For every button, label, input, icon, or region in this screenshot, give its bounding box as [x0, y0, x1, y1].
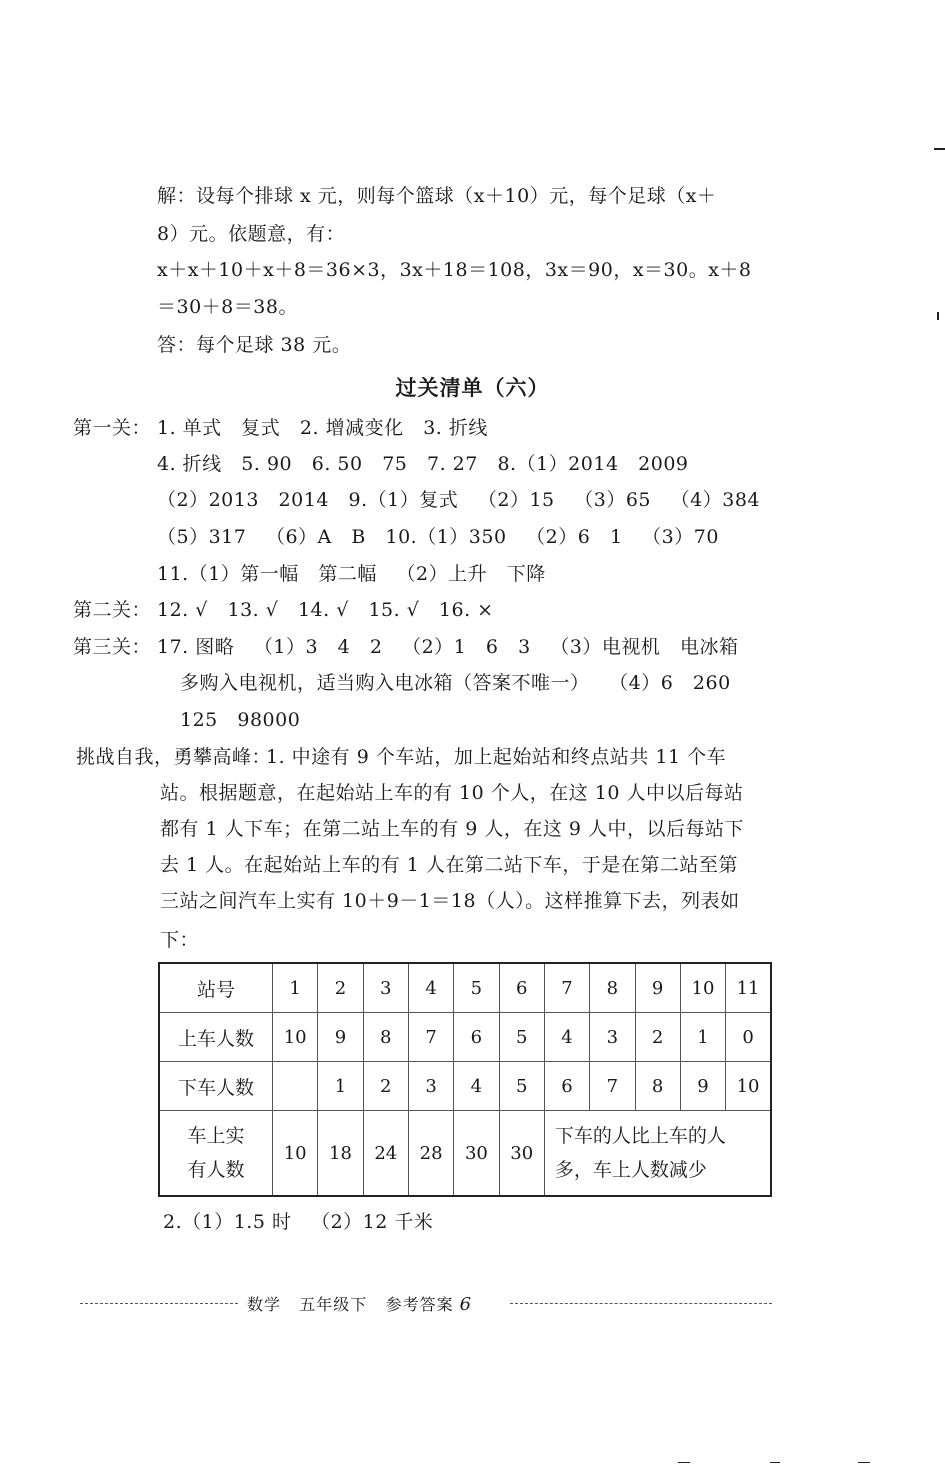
solution-line-3: x＋x＋10＋x＋8＝36×3，3x＋18＝108，3x＝90，x＝30。x＋8: [157, 259, 752, 281]
challenge-line: 1. 中途有 9 个车站，加上起始站和终点站共 11 个车: [266, 746, 727, 768]
board-cell: 1: [680, 1013, 725, 1062]
board-cell: 3: [590, 1013, 635, 1062]
alight-cell: 5: [499, 1062, 544, 1111]
alight-cell: 1: [318, 1062, 363, 1111]
onboard-header: [159, 1111, 273, 1197]
board-cell: 8: [363, 1013, 408, 1062]
alight-cell: 6: [544, 1062, 589, 1111]
challenge-label: 挑战自我，勇攀高峰：: [76, 746, 272, 768]
station-cell: 5: [454, 963, 499, 1013]
station-cell: 6: [499, 963, 544, 1013]
table-row: [159, 1062, 771, 1111]
scan-edge-mark: [678, 1462, 690, 1463]
board-header: 上车人数: [159, 1013, 273, 1062]
footer-label: 参考答案: [385, 1295, 454, 1314]
level1-line: 1. 单式 复式 2. 增减变化 3. 折线: [157, 417, 488, 439]
board-cell: 5: [499, 1013, 544, 1062]
station-cell: 4: [408, 963, 453, 1013]
page-footer: [0, 1292, 945, 1316]
alight-cell: 7: [590, 1062, 635, 1111]
level3-label: 第三关：: [73, 636, 152, 658]
level1-label: 第一关：: [73, 417, 152, 439]
solution-line-1: 解：设每个排球 x 元，则每个篮球（x＋10）元，每个足球（x＋: [157, 185, 717, 207]
station-cell: 3: [363, 963, 408, 1013]
section-title: 过关清单（六）: [395, 375, 550, 400]
station-cell: 11: [726, 963, 771, 1013]
scan-edge-mark: [770, 1462, 780, 1463]
solution-answer: 答：每个足球 38 元。: [157, 334, 352, 356]
onboard-cell: 10: [273, 1111, 318, 1197]
scan-edge-mark: [858, 1462, 870, 1463]
board-cell: 9: [318, 1013, 363, 1062]
onboard-cell: 24: [363, 1111, 408, 1197]
station-header: 站号: [159, 963, 273, 1013]
level1-line: 4. 折线 5. 90 6. 50 75 7. 27 8.（1）2014 2009: [157, 453, 689, 475]
table-row: [159, 1013, 771, 1062]
level1-line: （5）317 （6）A B 10.（1）350 （2）6 1 （3）70: [157, 526, 719, 548]
footer-subject: 数学: [247, 1295, 282, 1314]
onboard-cell: 30: [499, 1111, 544, 1197]
alight-cell: 10: [726, 1062, 771, 1111]
footer-grade: 五年级下: [299, 1295, 368, 1314]
footer-divider-right: [510, 1303, 772, 1304]
station-cell: 2: [318, 963, 363, 1013]
page-number: 6: [459, 1294, 473, 1315]
challenge-line: 下：: [160, 929, 200, 951]
onboard-header-line-1: 车上实: [187, 1125, 245, 1147]
onboard-cell: 30: [454, 1111, 499, 1197]
station-cell: 7: [544, 963, 589, 1013]
table-row: [159, 1111, 771, 1197]
challenge-line: 站。根据题意，在起始站上车的有 10 个人，在这 10 人中以后每站: [160, 782, 744, 804]
level3-line: 125 98000: [180, 709, 301, 731]
level2-text: 12. √ 13. √ 14. √ 15. √ 16. ×: [157, 599, 494, 621]
solution-line-4: ＝30＋8＝38。: [157, 296, 298, 318]
station-cell: 10: [680, 963, 725, 1013]
scan-edge-mark: [937, 312, 939, 320]
board-cell: 4: [544, 1013, 589, 1062]
level2-label: 第二关：: [73, 599, 152, 621]
alight-cell: 9: [680, 1062, 725, 1111]
station-cell: 8: [590, 963, 635, 1013]
level3-line: 多购入电视机，适当购入电冰箱（答案不唯一） （4）6 260: [180, 672, 731, 694]
board-cell: 2: [635, 1013, 680, 1062]
alight-cell: 2: [363, 1062, 408, 1111]
answer-2: 2.（1）1.5 时 （2）12 千米: [163, 1211, 434, 1233]
alight-cell: 4: [454, 1062, 499, 1111]
onboard-header-line-2: 有人数: [187, 1159, 245, 1181]
alight-cell: 8: [635, 1062, 680, 1111]
challenge-line: 三站之间汽车上实有 10＋9－1＝18（人）。这样推算下去，列表如: [160, 890, 740, 912]
challenge-line: 去 1 人。在起始站上车的有 1 人在第二站下车，于是在第二站至第: [160, 854, 738, 876]
board-cell: 6: [454, 1013, 499, 1062]
station-cell: 9: [635, 963, 680, 1013]
table-row: [159, 963, 771, 1013]
footer-divider-left: [80, 1303, 238, 1304]
challenge-line: 都有 1 人下车；在第二站上车的有 9 人，在这 9 人中，以后每站下: [160, 818, 745, 840]
onboard-note: [544, 1111, 771, 1197]
onboard-cell: 18: [318, 1111, 363, 1197]
level1-line: （2）2013 2014 9.（1）复式 （2）15 （3）65 （4）384: [157, 489, 760, 511]
note-line-1: 下车的人比上车的人: [554, 1125, 726, 1147]
board-cell: 10: [273, 1013, 318, 1062]
board-cell: 7: [408, 1013, 453, 1062]
footer-text: [247, 1292, 472, 1315]
note-line-2: 多，车上人数减少: [554, 1159, 707, 1181]
alight-cell: 3: [408, 1062, 453, 1111]
level3-line: 17. 图略 （1）3 4 2 （2）1 6 3 （3）电视机 电冰箱: [157, 636, 739, 658]
board-cell: 0: [726, 1013, 771, 1062]
alight-header: 下车人数: [159, 1062, 273, 1111]
bus-station-table: [158, 962, 772, 1197]
onboard-cell: 28: [408, 1111, 453, 1197]
station-cell: 1: [273, 963, 318, 1013]
alight-cell: [273, 1062, 318, 1111]
scan-edge-mark: [934, 148, 945, 150]
solution-line-2: 8）元。依题意，有：: [157, 223, 346, 245]
level1-line: 11.（1）第一幅 第二幅 （2）上升 下降: [157, 563, 546, 585]
